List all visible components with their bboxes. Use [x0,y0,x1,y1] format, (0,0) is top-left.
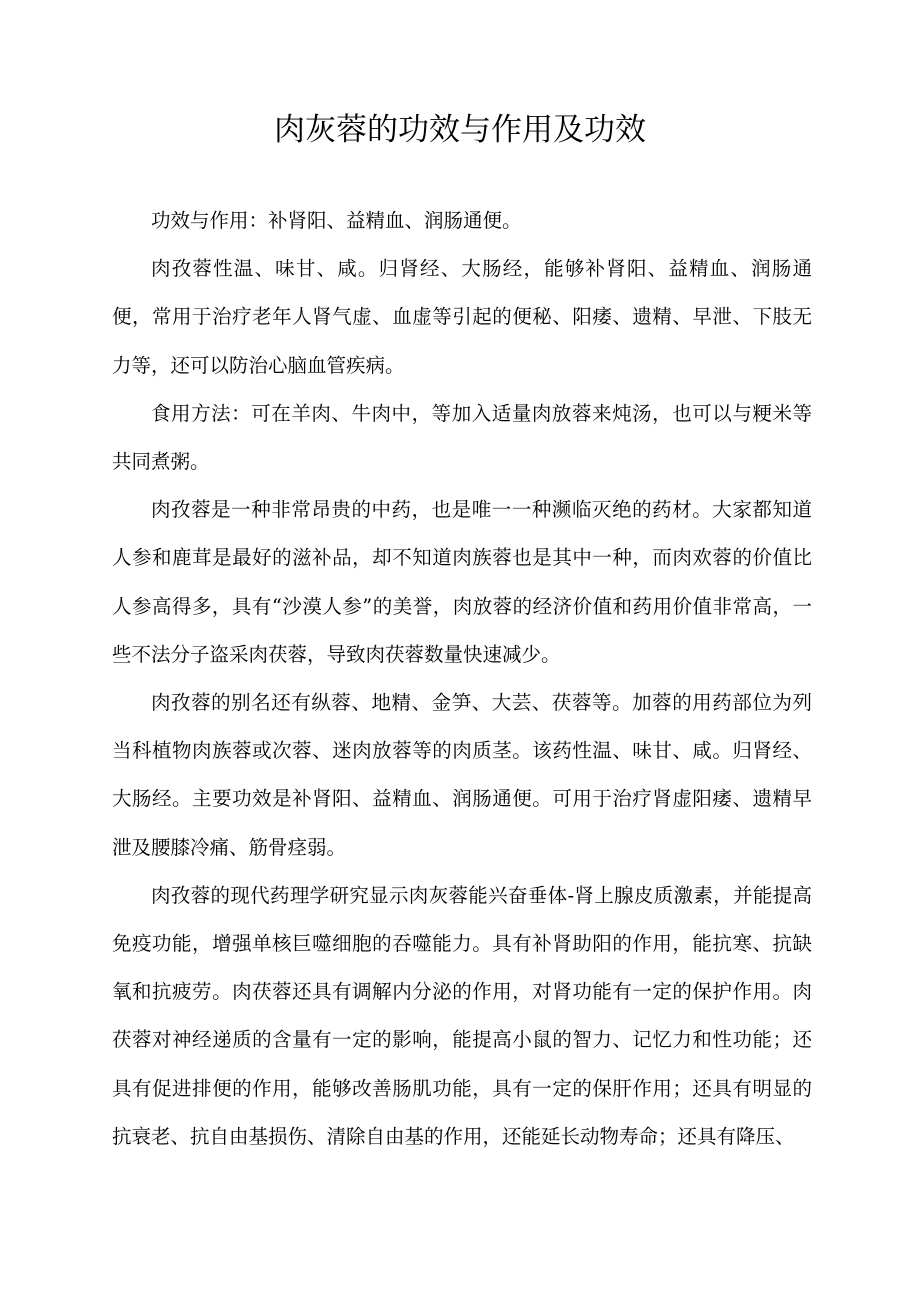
paragraph-rarity: 肉孜蓉是一种非常昂贵的中药，也是唯一一种濒临灭绝的药材。大家都知道人参和鹿茸是最好的滋补品，却不知道肉族蓉也是其中一种，而肉欢蓉的价值比人参高得多，具有“沙漠人参”的美誉，肉放蓉的经济价值和药用价值非常高，一些不法分子盗采肉茯蓉，导致肉茯蓉数量快速减少。 [112,498,812,666]
paragraph-efficacy-summary: 功效与作用：补肾阳、益精血、润肠通便。 [151,209,522,232]
document-title: 肉灰蓉的功效与作用及功效 [274,112,646,148]
paragraph-aliases: 肉孜蓉的别名还有纵蓉、地精、金笋、大芸、茯蓉等。加蓉的用药部位为列当科植物肉族蓉或次蓉、迷肉放蓉等的肉质茎。该药性温、味甘、咸。归肾经、大肠经。主要功效是补肾阳、益精血、润肠通便。可用于治疗肾虚阳痿、遗精早泄及腰膝冷痛、筋骨痉弱。 [112,691,812,859]
paragraph-usage: 食用方法：可在羊肉、牛肉中，等加入适量肉放蓉来炖汤，也可以与粳米等共同煮粥。 [112,401,812,474]
document-body [112,197,812,1161]
paragraph-pharmacology: 肉孜蓉的现代药理学研究显示肉灰蓉能兴奋垂体-肾上腺皮质激素，并能提高免疫功能，增强单核巨噬细胞的吞噬能力。具有补肾助阳的作用，能抗寒、抗缺氧和抗疲劳。肉茯蓉还具有调解内分泌的作用，对肾功能有一定的保护作用。肉茯蓉对神经递质的含量有一定的影响，能提高小鼠的智力、记忆力和性功能；还具有促进排便的作用，能够改善肠肌功能，具有一定的保肝作用；还具有明显的抗衰老、抗自由基损伤、清除自由基的作用，还能延长动物寿命；还具有降压、 [112,883,812,1148]
paragraph-properties: 肉孜蓉性温、味甘、咸。归肾经、大肠经，能够补肾阳、益精血、润肠通便，常用于治疗老年人肾气虚、血虚等引起的便秘、阳痿、遗精、早泄、下肢无力等，还可以防治心脑血管疾病。 [112,257,812,377]
